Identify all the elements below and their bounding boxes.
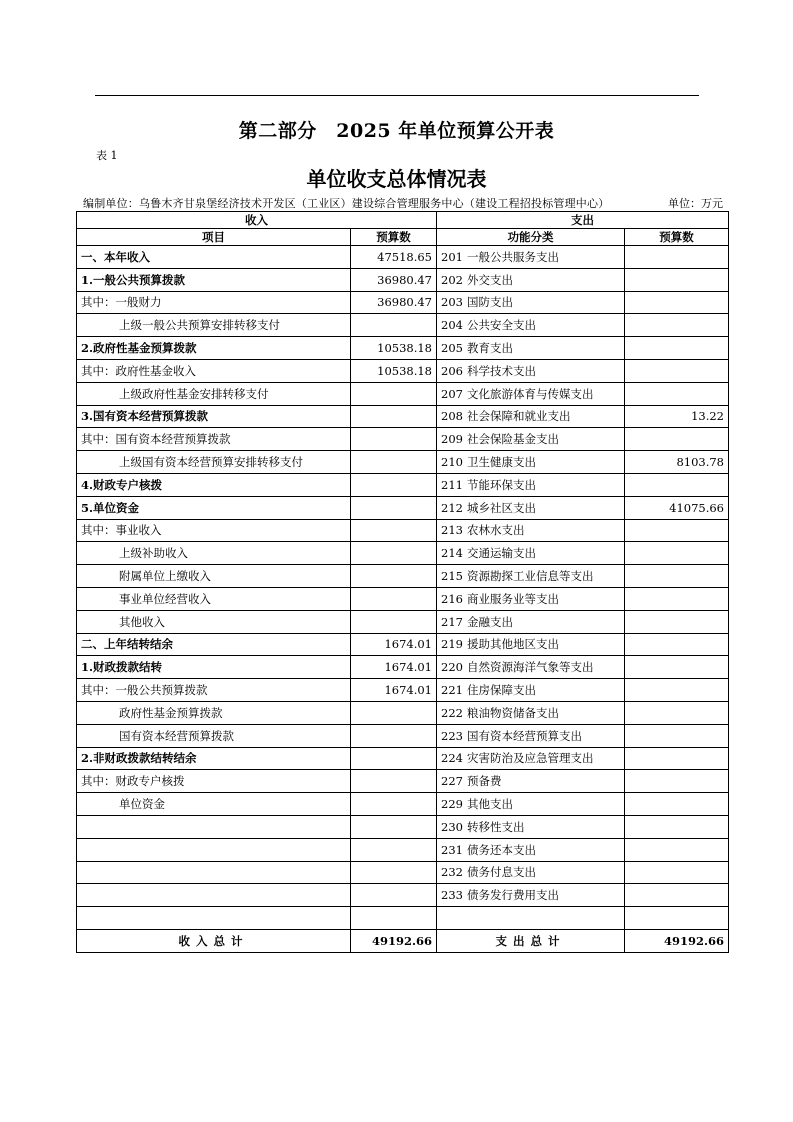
function-code: 204 <box>441 318 463 333</box>
table-row <box>77 291 729 314</box>
table-title: 单位收支总体情况表 <box>306 167 487 191</box>
function-name: 农林水支出 <box>467 523 525 538</box>
function-name: 公共安全支出 <box>467 318 536 333</box>
expense-amount <box>625 747 729 770</box>
income-item: 其中：政府性基金收入 <box>77 359 351 382</box>
expense-function <box>437 724 625 747</box>
func-class-header: 功能分类 <box>437 229 625 246</box>
table-row <box>77 656 729 679</box>
function-code: 203 <box>441 295 463 310</box>
function-code: 209 <box>441 432 463 447</box>
function-code: 213 <box>441 523 463 538</box>
budget-header: 预算数 <box>351 229 437 246</box>
expense-function <box>437 701 625 724</box>
table-row <box>77 633 729 656</box>
expense-function <box>437 633 625 656</box>
income-item: 其他收入 <box>77 610 351 633</box>
income-item: 其中：一般公共预算拨款 <box>77 679 351 702</box>
income-amount: 1674.01 <box>351 633 437 656</box>
income-amount <box>351 473 437 496</box>
function-code: 231 <box>441 842 463 857</box>
expense-function <box>437 838 625 861</box>
function-name: 卫生健康支出 <box>467 455 536 470</box>
function-name: 交通运输支出 <box>467 546 536 561</box>
income-amount <box>351 770 437 793</box>
budget-table <box>76 211 729 953</box>
table-row <box>77 496 729 519</box>
income-amount: 10538.18 <box>351 359 437 382</box>
function-code: 201 <box>441 249 463 264</box>
compiling-unit: 编制单位：乌鲁木齐甘泉堡经济技术开发区（工业区）建设综合管理服务中心（建设工程招投标管理中心） <box>83 197 610 210</box>
header-row-1 <box>77 212 729 229</box>
top-rule <box>95 95 699 96</box>
expense-function <box>437 246 625 269</box>
budget-header-2: 预算数 <box>625 229 729 246</box>
table-row <box>77 701 729 724</box>
expense-amount <box>625 770 729 793</box>
income-item: 上级国有资本经营预算安排转移支付 <box>77 451 351 474</box>
income-amount <box>351 542 437 565</box>
expense-function <box>437 359 625 382</box>
expense-amount <box>625 838 729 861</box>
expense-function <box>437 382 625 405</box>
expense-function <box>437 610 625 633</box>
income-amount <box>351 405 437 428</box>
income-amount <box>351 747 437 770</box>
function-name: 援助其他地区支出 <box>467 637 559 652</box>
function-name: 外交支出 <box>467 272 513 287</box>
expense-function <box>437 428 625 451</box>
table-row <box>77 884 729 907</box>
function-code: 229 <box>441 797 463 812</box>
income-amount <box>351 496 437 519</box>
expense-function <box>437 907 625 930</box>
table-row <box>77 815 729 838</box>
table-row <box>77 473 729 496</box>
income-item: 附属单位上缴收入 <box>77 565 351 588</box>
income-amount: 1674.01 <box>351 656 437 679</box>
income-item <box>77 884 351 907</box>
expense-function <box>437 337 625 360</box>
function-name: 教育支出 <box>467 341 513 356</box>
function-name: 自然资源海洋气象等支出 <box>467 660 594 675</box>
table-row <box>77 359 729 382</box>
income-amount <box>351 907 437 930</box>
function-code: 215 <box>441 569 463 584</box>
income-item: 上级补助收入 <box>77 542 351 565</box>
function-name: 文化旅游体育与传媒支出 <box>467 386 594 401</box>
income-item: 其中：国有资本经营预算拨款 <box>77 428 351 451</box>
part-title: 第二部分 2025 年单位预算公开表 <box>238 120 555 142</box>
income-item: 4.财政专户核拨 <box>77 473 351 496</box>
table-row <box>77 542 729 565</box>
income-amount <box>351 519 437 542</box>
expense-amount <box>625 884 729 907</box>
income-item: 5.单位资金 <box>77 496 351 519</box>
income-item: 事业单位经营收入 <box>77 587 351 610</box>
income-item: 其中：一般财力 <box>77 291 351 314</box>
table-row <box>77 519 729 542</box>
currency-unit: 单位：万元 <box>668 197 723 210</box>
table-row <box>77 770 729 793</box>
function-name: 科学技术支出 <box>467 363 536 378</box>
function-code: 207 <box>441 386 463 401</box>
income-amount <box>351 428 437 451</box>
expense-function <box>437 314 625 337</box>
expense-amount <box>625 610 729 633</box>
function-code: 233 <box>441 888 463 903</box>
total-row <box>77 929 729 952</box>
table-row <box>77 747 729 770</box>
income-item <box>77 861 351 884</box>
income-item: 上级一般公共预算安排转移支付 <box>77 314 351 337</box>
income-amount <box>351 382 437 405</box>
income-amount: 36980.47 <box>351 291 437 314</box>
expense-amount <box>625 656 729 679</box>
function-name: 社会保障和就业支出 <box>467 409 571 424</box>
expense-amount <box>625 473 729 496</box>
income-amount <box>351 793 437 816</box>
income-amount: 47518.65 <box>351 246 437 269</box>
expense-amount <box>625 679 729 702</box>
function-code: 222 <box>441 705 463 720</box>
income-item: 单位资金 <box>77 793 351 816</box>
table-row <box>77 428 729 451</box>
expense-total-label: 支出总计 <box>437 929 625 952</box>
income-item <box>77 815 351 838</box>
expense-function <box>437 815 625 838</box>
expense-function <box>437 587 625 610</box>
function-code: 210 <box>441 455 463 470</box>
function-code: 212 <box>441 500 463 515</box>
function-code: 208 <box>441 409 463 424</box>
income-amount <box>351 724 437 747</box>
table-body <box>77 246 729 930</box>
expense-amount <box>625 246 729 269</box>
income-total-value: 49192.66 <box>351 929 437 952</box>
meta-line <box>83 195 723 209</box>
table-number: 表 1 <box>96 149 118 162</box>
table-row <box>77 337 729 360</box>
expense-total-value: 49192.66 <box>625 929 729 952</box>
table-row <box>77 610 729 633</box>
function-name: 债务发行费用支出 <box>467 888 559 903</box>
expense-function <box>437 405 625 428</box>
function-name: 一般公共服务支出 <box>467 249 559 264</box>
function-code: 205 <box>441 341 463 356</box>
expense-amount <box>625 519 729 542</box>
item-header: 项目 <box>77 229 351 246</box>
table-row <box>77 861 729 884</box>
income-amount <box>351 701 437 724</box>
function-code: 223 <box>441 728 463 743</box>
function-code: 217 <box>441 614 463 629</box>
income-amount: 1674.01 <box>351 679 437 702</box>
expense-amount <box>625 359 729 382</box>
function-code: 219 <box>441 637 463 652</box>
income-item: 3.国有资本经营预算拨款 <box>77 405 351 428</box>
function-code: 220 <box>441 660 463 675</box>
expense-function <box>437 542 625 565</box>
function-name: 其他支出 <box>467 797 513 812</box>
function-code: 221 <box>441 683 463 698</box>
function-code: 232 <box>441 865 463 880</box>
income-item: 一、本年收入 <box>77 246 351 269</box>
table-row <box>77 587 729 610</box>
expense-header: 支出 <box>437 212 729 229</box>
function-code: 206 <box>441 363 463 378</box>
expense-function <box>437 793 625 816</box>
expense-function <box>437 679 625 702</box>
expense-function <box>437 565 625 588</box>
function-name: 节能环保支出 <box>467 477 536 492</box>
expense-amount: 41075.66 <box>625 496 729 519</box>
income-amount: 36980.47 <box>351 268 437 291</box>
function-code: 202 <box>441 272 463 287</box>
expense-amount <box>625 565 729 588</box>
income-item: 其中：事业收入 <box>77 519 351 542</box>
expense-amount <box>625 314 729 337</box>
function-code: 224 <box>441 751 463 766</box>
expense-amount <box>625 542 729 565</box>
table-row <box>77 246 729 269</box>
table-row <box>77 382 729 405</box>
expense-function <box>437 291 625 314</box>
income-total-label: 收入总计 <box>77 929 351 952</box>
income-item: 上级政府性基金安排转移支付 <box>77 382 351 405</box>
function-name: 住房保障支出 <box>467 683 536 698</box>
expense-amount <box>625 815 729 838</box>
function-name: 债务付息支出 <box>467 865 536 880</box>
header-row-2 <box>77 229 729 246</box>
income-amount <box>351 587 437 610</box>
function-name: 转移性支出 <box>467 819 525 834</box>
income-amount <box>351 838 437 861</box>
expense-amount <box>625 861 729 884</box>
function-name: 灾害防治及应急管理支出 <box>467 751 594 766</box>
function-code: 214 <box>441 546 463 561</box>
income-item: 国有资本经营预算拨款 <box>77 724 351 747</box>
income-item <box>77 838 351 861</box>
income-header: 收入 <box>77 212 437 229</box>
expense-function <box>437 268 625 291</box>
income-amount <box>351 861 437 884</box>
income-item <box>77 907 351 930</box>
income-amount: 10538.18 <box>351 337 437 360</box>
table-row <box>77 314 729 337</box>
function-name: 国防支出 <box>467 295 513 310</box>
income-amount <box>351 451 437 474</box>
function-code: 211 <box>441 477 463 492</box>
table-row <box>77 838 729 861</box>
table-row <box>77 724 729 747</box>
function-name: 资源勘探工业信息等支出 <box>467 569 594 584</box>
expense-function <box>437 473 625 496</box>
income-amount <box>351 884 437 907</box>
table-row <box>77 793 729 816</box>
income-item: 2.非财政拨款结转结余 <box>77 747 351 770</box>
function-code: 227 <box>441 774 463 789</box>
expense-amount <box>625 337 729 360</box>
table-row <box>77 451 729 474</box>
income-item: 政府性基金预算拨款 <box>77 701 351 724</box>
function-name: 金融支出 <box>467 614 513 629</box>
expense-amount: 13.22 <box>625 405 729 428</box>
function-name: 城乡社区支出 <box>467 500 536 515</box>
expense-function <box>437 451 625 474</box>
expense-amount <box>625 724 729 747</box>
expense-amount <box>625 701 729 724</box>
expense-amount: 8103.78 <box>625 451 729 474</box>
income-item: 二、上年结转结余 <box>77 633 351 656</box>
income-amount <box>351 610 437 633</box>
income-amount <box>351 565 437 588</box>
expense-function <box>437 861 625 884</box>
expense-function <box>437 656 625 679</box>
expense-function <box>437 747 625 770</box>
function-name: 商业服务业等支出 <box>467 591 559 606</box>
expense-amount <box>625 587 729 610</box>
income-item: 1.财政拨款结转 <box>77 656 351 679</box>
income-item: 1.一般公共预算拨款 <box>77 268 351 291</box>
function-code: 216 <box>441 591 463 606</box>
income-amount <box>351 314 437 337</box>
expense-amount <box>625 633 729 656</box>
expense-amount <box>625 291 729 314</box>
table-row <box>77 679 729 702</box>
income-item: 其中：财政专户核拨 <box>77 770 351 793</box>
function-name: 债务还本支出 <box>467 842 536 857</box>
function-name: 国有资本经营预算支出 <box>467 728 582 743</box>
table-row <box>77 268 729 291</box>
function-code: 230 <box>441 819 463 834</box>
table-row <box>77 405 729 428</box>
table-row <box>77 907 729 930</box>
income-amount <box>351 815 437 838</box>
expense-function <box>437 884 625 907</box>
expense-function <box>437 519 625 542</box>
expense-amount <box>625 428 729 451</box>
expense-amount <box>625 268 729 291</box>
expense-amount <box>625 793 729 816</box>
expense-amount <box>625 907 729 930</box>
table-row <box>77 565 729 588</box>
function-name: 社会保险基金支出 <box>467 432 559 447</box>
function-name: 粮油物资储备支出 <box>467 705 559 720</box>
expense-function <box>437 770 625 793</box>
function-name: 预备费 <box>467 774 502 789</box>
expense-function <box>437 496 625 519</box>
expense-amount <box>625 382 729 405</box>
income-item: 2.政府性基金预算拨款 <box>77 337 351 360</box>
